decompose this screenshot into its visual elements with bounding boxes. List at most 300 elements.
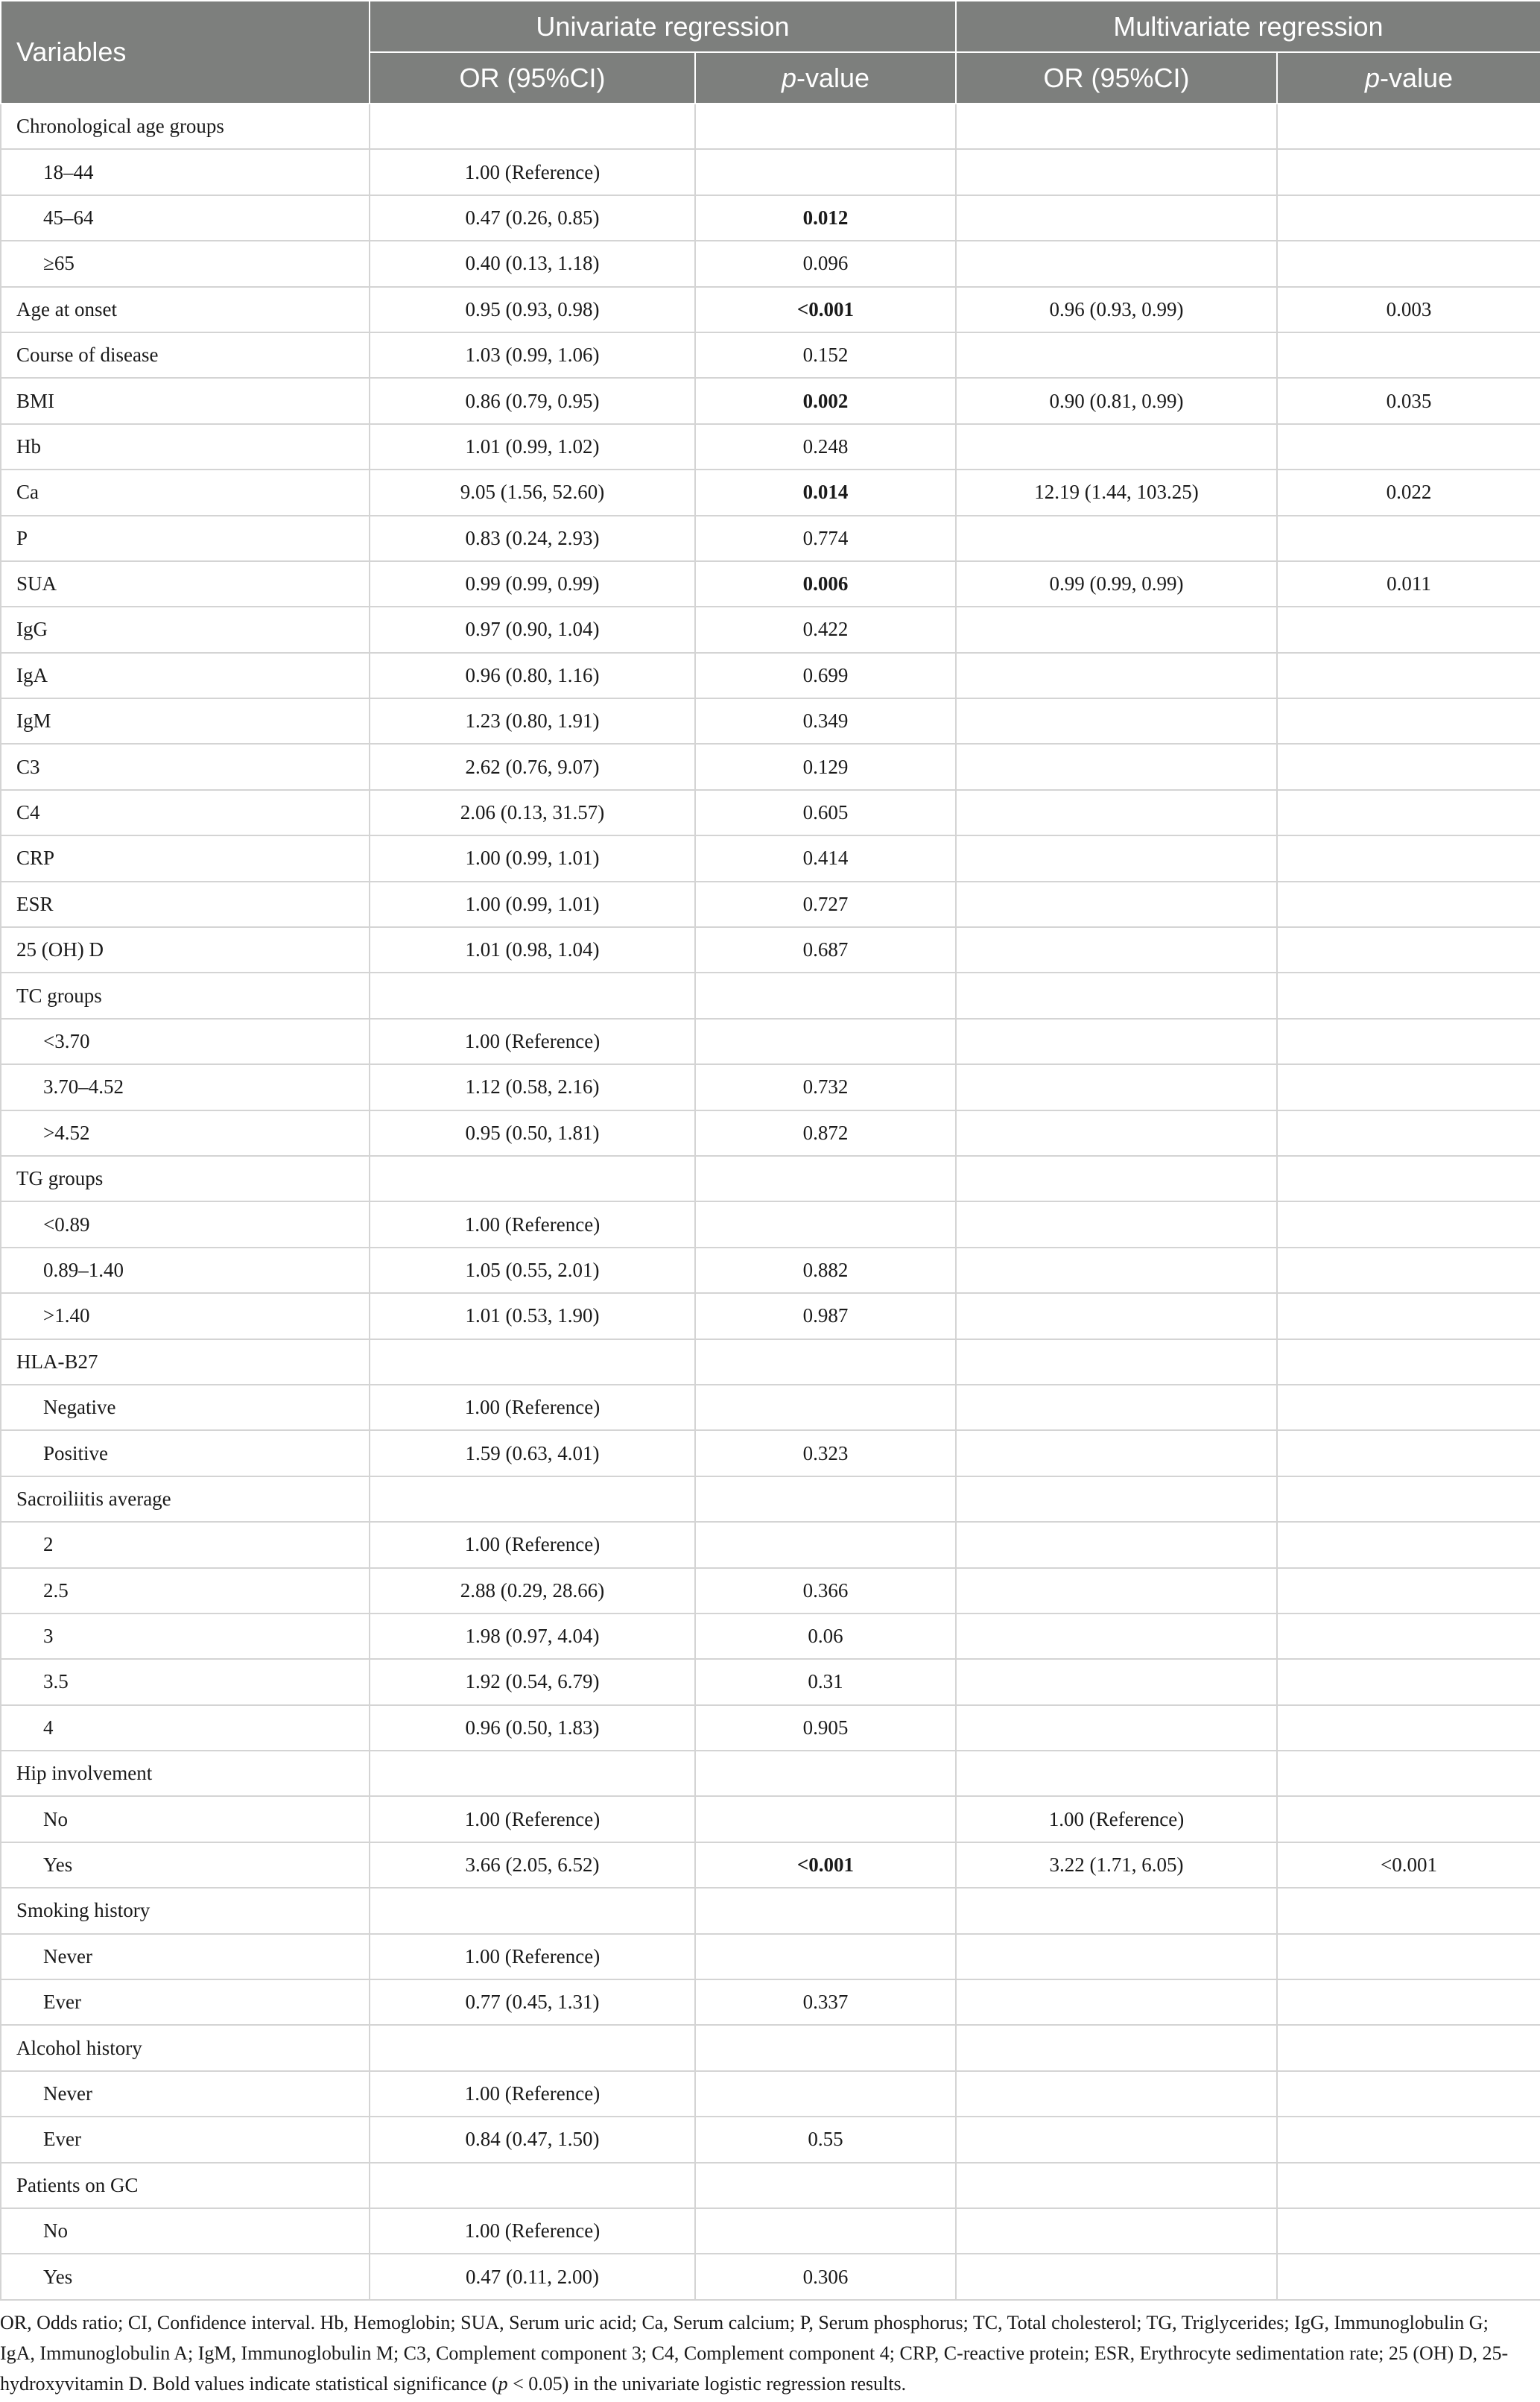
cell-multi-p xyxy=(1277,1156,1540,1201)
cell-uni-p: 0.687 xyxy=(695,927,956,973)
cell-multi-or xyxy=(956,241,1277,286)
cell-uni-or: 0.96 (0.80, 1.16) xyxy=(370,653,695,698)
cell-uni-p: 0.31 xyxy=(695,1659,956,1704)
cell-uni-p: 0.55 xyxy=(695,2117,956,2162)
cell-multi-or xyxy=(956,1705,1277,1751)
cell-variable: CRP xyxy=(1,835,370,881)
cell-uni-or: 1.12 (0.58, 2.16) xyxy=(370,1064,695,1110)
cell-variable: Alcohol history xyxy=(1,2025,370,2070)
cell-multi-or: 3.22 (1.71, 6.05) xyxy=(956,1842,1277,1888)
cell-multi-or xyxy=(956,2025,1277,2070)
table-row xyxy=(1,378,1540,423)
cell-uni-p: 0.366 xyxy=(695,1568,956,1614)
header-uni-or: OR (95%CI) xyxy=(370,52,695,104)
cell-variable: TC groups xyxy=(1,973,370,1018)
cell-uni-or: 1.00 (Reference) xyxy=(370,1201,695,1247)
cell-variable: <0.89 xyxy=(1,1201,370,1247)
cell-variable: BMI xyxy=(1,378,370,423)
cell-uni-p: 0.306 xyxy=(695,2254,956,2299)
cell-multi-p xyxy=(1277,1110,1540,1156)
cell-uni-or: 1.00 (Reference) xyxy=(370,1522,695,1567)
cell-variable: 45–64 xyxy=(1,195,370,241)
cell-multi-p xyxy=(1277,2117,1540,2162)
cell-multi-or xyxy=(956,2208,1277,2254)
cell-multi-or xyxy=(956,2254,1277,2299)
cell-uni-or: 1.00 (0.99, 1.01) xyxy=(370,882,695,927)
cell-variable: IgG xyxy=(1,607,370,652)
cell-multi-or xyxy=(956,1522,1277,1567)
cell-uni-p xyxy=(695,1201,956,1247)
cell-multi-or: 1.00 (Reference) xyxy=(956,1796,1277,1842)
cell-uni-or: 1.92 (0.54, 6.79) xyxy=(370,1659,695,1704)
cell-multi-or: 0.99 (0.99, 0.99) xyxy=(956,561,1277,607)
cell-multi-p xyxy=(1277,195,1540,241)
cell-uni-p xyxy=(695,1339,956,1385)
cell-uni-p xyxy=(695,1796,956,1842)
cell-variable: IgM xyxy=(1,698,370,744)
table-row xyxy=(1,1934,1540,1979)
cell-multi-p xyxy=(1277,1430,1540,1476)
cell-multi-p xyxy=(1277,332,1540,378)
cell-variable: 3 xyxy=(1,1614,370,1659)
cell-multi-or xyxy=(956,1979,1277,2025)
cell-multi-or xyxy=(956,1201,1277,1247)
cell-multi-p xyxy=(1277,1385,1540,1430)
cell-uni-or: 0.97 (0.90, 1.04) xyxy=(370,607,695,652)
cell-uni-or: 1.00 (Reference) xyxy=(370,1385,695,1430)
cell-multi-p xyxy=(1277,1522,1540,1567)
cell-multi-p xyxy=(1277,927,1540,973)
cell-uni-p: 0.129 xyxy=(695,744,956,789)
table-row xyxy=(1,1614,1540,1659)
cell-uni-p: 0.882 xyxy=(695,1248,956,1293)
cell-variable: Patients on GC xyxy=(1,2163,370,2208)
cell-multi-or xyxy=(956,2163,1277,2208)
cell-uni-p: 0.06 xyxy=(695,1614,956,1659)
cell-variable: 18–44 xyxy=(1,149,370,195)
cell-multi-or xyxy=(956,1019,1277,1064)
table-row xyxy=(1,1659,1540,1704)
table-footnote xyxy=(0,2307,1527,2399)
table-row xyxy=(1,2163,1540,2208)
cell-uni-or: 0.96 (0.50, 1.83) xyxy=(370,1705,695,1751)
cell-multi-or xyxy=(956,1430,1277,1476)
cell-uni-p xyxy=(695,149,956,195)
table-row xyxy=(1,1019,1540,1064)
table-row xyxy=(1,698,1540,744)
table-row xyxy=(1,1796,1540,1842)
table-row xyxy=(1,1064,1540,1110)
cell-uni-p: 0.414 xyxy=(695,835,956,881)
cell-multi-or xyxy=(956,1385,1277,1430)
header-uni-p-italic: p xyxy=(781,62,796,93)
cell-variable: >1.40 xyxy=(1,1293,370,1339)
cell-multi-p xyxy=(1277,790,1540,835)
cell-multi-or xyxy=(956,1156,1277,1201)
cell-uni-or: 1.00 (Reference) xyxy=(370,2071,695,2117)
cell-multi-p xyxy=(1277,1796,1540,1842)
cell-variable: 2 xyxy=(1,1522,370,1567)
cell-multi-p: 0.022 xyxy=(1277,470,1540,515)
cell-variable: Age at onset xyxy=(1,287,370,332)
cell-uni-or: 1.59 (0.63, 4.01) xyxy=(370,1430,695,1476)
cell-multi-p xyxy=(1277,241,1540,286)
cell-multi-or xyxy=(956,1751,1277,1796)
cell-multi-or xyxy=(956,1659,1277,1704)
cell-uni-p: <0.001 xyxy=(695,287,956,332)
cell-uni-or: 1.00 (0.99, 1.01) xyxy=(370,835,695,881)
table-row xyxy=(1,1385,1540,1430)
cell-multi-or xyxy=(956,973,1277,1018)
cell-uni-p: 0.337 xyxy=(695,1979,956,2025)
cell-multi-or xyxy=(956,1476,1277,1522)
cell-variable: Hip involvement xyxy=(1,1751,370,1796)
cell-multi-or xyxy=(956,927,1277,973)
cell-multi-p xyxy=(1277,1476,1540,1522)
table-row xyxy=(1,1293,1540,1339)
cell-uni-p xyxy=(695,1934,956,1979)
cell-multi-or xyxy=(956,1110,1277,1156)
table-row xyxy=(1,195,1540,241)
table-row xyxy=(1,1842,1540,1888)
table-row xyxy=(1,973,1540,1018)
table-row xyxy=(1,149,1540,195)
cell-variable: 4 xyxy=(1,1705,370,1751)
header-multivariate: Multivariate regression xyxy=(956,1,1540,52)
table-row xyxy=(1,835,1540,881)
header-variables: Variables xyxy=(1,1,370,104)
cell-multi-p xyxy=(1277,1064,1540,1110)
cell-multi-or: 0.96 (0.93, 0.99) xyxy=(956,287,1277,332)
table-row xyxy=(1,2208,1540,2254)
cell-multi-p xyxy=(1277,1339,1540,1385)
cell-uni-or xyxy=(370,2025,695,2070)
footnote-p-italic: p xyxy=(498,2373,508,2395)
cell-multi-or xyxy=(956,835,1277,881)
cell-multi-or xyxy=(956,1293,1277,1339)
cell-uni-or: 1.05 (0.55, 2.01) xyxy=(370,1248,695,1293)
cell-multi-or xyxy=(956,1248,1277,1293)
cell-multi-or xyxy=(956,744,1277,789)
cell-uni-or xyxy=(370,1751,695,1796)
cell-uni-p: 0.987 xyxy=(695,1293,956,1339)
cell-uni-or: 1.23 (0.80, 1.91) xyxy=(370,698,695,744)
cell-multi-p: 0.011 xyxy=(1277,561,1540,607)
cell-uni-or: 0.95 (0.93, 0.98) xyxy=(370,287,695,332)
table-row xyxy=(1,332,1540,378)
cell-variable: 25 (OH) D xyxy=(1,927,370,973)
cell-uni-or: 9.05 (1.56, 52.60) xyxy=(370,470,695,515)
cell-multi-p xyxy=(1277,516,1540,561)
cell-variable: 2.5 xyxy=(1,1568,370,1614)
cell-uni-p: 0.248 xyxy=(695,424,956,470)
cell-uni-p xyxy=(695,1156,956,1201)
cell-uni-p: 0.006 xyxy=(695,561,956,607)
cell-uni-or: 0.99 (0.99, 0.99) xyxy=(370,561,695,607)
table-row xyxy=(1,561,1540,607)
cell-multi-p xyxy=(1277,835,1540,881)
cell-multi-or xyxy=(956,1888,1277,1933)
cell-uni-or: 0.95 (0.50, 1.81) xyxy=(370,1110,695,1156)
cell-multi-p xyxy=(1277,1293,1540,1339)
cell-variable: C3 xyxy=(1,744,370,789)
cell-multi-p: 0.035 xyxy=(1277,378,1540,423)
header-multi-p-italic: p xyxy=(1364,62,1380,93)
cell-uni-or: 0.77 (0.45, 1.31) xyxy=(370,1979,695,2025)
cell-uni-or: 2.06 (0.13, 31.57) xyxy=(370,790,695,835)
footnote-text-after: < 0.05) in the univariate logistic regression results. xyxy=(507,2373,907,2395)
cell-uni-or: 2.88 (0.29, 28.66) xyxy=(370,1568,695,1614)
footnote-text-before: OR, Odds ratio; CI, Confidence interval. Hb, Hemoglobin; SUA, Serum uric acid; Ca, Serum calcium; P, Serum phosphorus; TC, Total cholesterol; TG, Triglycerides; IgG, Immunoglobulin G; IgA, Immunoglobulin A; IgM, Immunoglobulin M; C3, Complement component 3; C4, Complement component 4; CRP, C-reactive protein; ESR, Erythrocyte sedimentation rate; 25 (OH) D, 25-hydroxyvitamin D. Bold values indicate statistical significance ( xyxy=(0,2312,1509,2395)
cell-multi-or xyxy=(956,149,1277,195)
header-uni-p-suffix: -value xyxy=(796,62,870,93)
cell-multi-or xyxy=(956,2071,1277,2117)
table-row xyxy=(1,516,1540,561)
cell-multi-p xyxy=(1277,1659,1540,1704)
cell-multi-p xyxy=(1277,653,1540,698)
cell-uni-p xyxy=(695,2071,956,2117)
cell-uni-p: 0.096 xyxy=(695,241,956,286)
cell-multi-or xyxy=(956,1339,1277,1385)
cell-multi-p xyxy=(1277,1201,1540,1247)
cell-uni-p xyxy=(695,1476,956,1522)
cell-multi-or: 0.90 (0.81, 0.99) xyxy=(956,378,1277,423)
cell-variable: 3.70–4.52 xyxy=(1,1064,370,1110)
cell-variable: 3.5 xyxy=(1,1659,370,1704)
table-row xyxy=(1,1705,1540,1751)
cell-uni-or: 0.84 (0.47, 1.50) xyxy=(370,2117,695,2162)
cell-uni-or: 1.01 (0.99, 1.02) xyxy=(370,424,695,470)
cell-uni-p: 0.872 xyxy=(695,1110,956,1156)
cell-uni-or: 1.01 (0.98, 1.04) xyxy=(370,927,695,973)
cell-uni-or xyxy=(370,1339,695,1385)
table-row xyxy=(1,882,1540,927)
cell-multi-p: 0.003 xyxy=(1277,287,1540,332)
table-row xyxy=(1,1248,1540,1293)
cell-uni-or: 1.00 (Reference) xyxy=(370,1934,695,1979)
table-row xyxy=(1,1568,1540,1614)
header-multi-p-suffix: -value xyxy=(1379,62,1454,93)
cell-variable: Negative xyxy=(1,1385,370,1430)
cell-uni-p: 0.002 xyxy=(695,378,956,423)
cell-uni-or: 1.00 (Reference) xyxy=(370,2208,695,2254)
cell-multi-p xyxy=(1277,1888,1540,1933)
cell-uni-p xyxy=(695,104,956,149)
cell-uni-or: 0.47 (0.11, 2.00) xyxy=(370,2254,695,2299)
cell-multi-p xyxy=(1277,149,1540,195)
cell-variable: ESR xyxy=(1,882,370,927)
cell-multi-or xyxy=(956,653,1277,698)
header-multi-or: OR (95%CI) xyxy=(956,52,1277,104)
header-uni-p xyxy=(695,52,956,104)
cell-uni-or: 0.83 (0.24, 2.93) xyxy=(370,516,695,561)
cell-variable: SUA xyxy=(1,561,370,607)
cell-variable: Yes xyxy=(1,1842,370,1888)
cell-uni-or xyxy=(370,1156,695,1201)
cell-uni-or: 0.86 (0.79, 0.95) xyxy=(370,378,695,423)
cell-variable: Ca xyxy=(1,470,370,515)
table-row xyxy=(1,2117,1540,2162)
cell-variable: ≥65 xyxy=(1,241,370,286)
cell-uni-p xyxy=(695,973,956,1018)
cell-variable: No xyxy=(1,1796,370,1842)
cell-variable: Course of disease xyxy=(1,332,370,378)
cell-multi-or: 12.19 (1.44, 103.25) xyxy=(956,470,1277,515)
cell-multi-or xyxy=(956,516,1277,561)
cell-multi-or xyxy=(956,332,1277,378)
cell-uni-or xyxy=(370,2163,695,2208)
cell-multi-or xyxy=(956,1568,1277,1614)
cell-multi-p xyxy=(1277,104,1540,149)
table-row xyxy=(1,653,1540,698)
table-header xyxy=(1,1,1540,104)
cell-variable: Smoking history xyxy=(1,1888,370,1933)
cell-multi-or xyxy=(956,607,1277,652)
cell-uni-or: 1.00 (Reference) xyxy=(370,1796,695,1842)
table-row xyxy=(1,2254,1540,2299)
cell-multi-or xyxy=(956,1934,1277,1979)
cell-multi-p xyxy=(1277,424,1540,470)
cell-uni-or xyxy=(370,1888,695,1933)
cell-multi-or xyxy=(956,104,1277,149)
cell-uni-p: 0.905 xyxy=(695,1705,956,1751)
cell-uni-p xyxy=(695,1751,956,1796)
table-row xyxy=(1,1110,1540,1156)
table-row xyxy=(1,241,1540,286)
cell-variable: Chronological age groups xyxy=(1,104,370,149)
cell-uni-p: 0.774 xyxy=(695,516,956,561)
header-univariate: Univariate regression xyxy=(370,1,956,52)
cell-multi-p xyxy=(1277,1979,1540,2025)
cell-uni-p: 0.323 xyxy=(695,1430,956,1476)
cell-multi-p xyxy=(1277,607,1540,652)
cell-uni-or: 3.66 (2.05, 6.52) xyxy=(370,1842,695,1888)
cell-multi-p xyxy=(1277,1614,1540,1659)
cell-multi-or xyxy=(956,790,1277,835)
cell-uni-or xyxy=(370,1476,695,1522)
table-row xyxy=(1,790,1540,835)
table-row xyxy=(1,424,1540,470)
cell-variable: Never xyxy=(1,2071,370,2117)
cell-multi-or xyxy=(956,195,1277,241)
cell-variable: C4 xyxy=(1,790,370,835)
cell-uni-p: 0.732 xyxy=(695,1064,956,1110)
cell-multi-p xyxy=(1277,882,1540,927)
table-row xyxy=(1,104,1540,149)
cell-uni-p: 0.727 xyxy=(695,882,956,927)
table-row xyxy=(1,287,1540,332)
table-body xyxy=(1,104,1540,2300)
cell-uni-p xyxy=(695,1522,956,1567)
cell-variable: Yes xyxy=(1,2254,370,2299)
table-row xyxy=(1,927,1540,973)
cell-uni-or: 1.98 (0.97, 4.04) xyxy=(370,1614,695,1659)
cell-uni-p: 0.349 xyxy=(695,698,956,744)
cell-multi-p xyxy=(1277,744,1540,789)
cell-uni-p: 0.605 xyxy=(695,790,956,835)
cell-variable: 0.89–1.40 xyxy=(1,1248,370,1293)
cell-multi-p xyxy=(1277,1751,1540,1796)
cell-multi-p xyxy=(1277,2208,1540,2254)
cell-multi-or xyxy=(956,698,1277,744)
table-row xyxy=(1,1522,1540,1567)
cell-variable: >4.52 xyxy=(1,1110,370,1156)
cell-uni-or: 1.03 (0.99, 1.06) xyxy=(370,332,695,378)
cell-uni-p: 0.014 xyxy=(695,470,956,515)
cell-uni-p xyxy=(695,2163,956,2208)
table-row xyxy=(1,470,1540,515)
cell-variable: P xyxy=(1,516,370,561)
cell-multi-p xyxy=(1277,1019,1540,1064)
cell-uni-or: 2.62 (0.76, 9.07) xyxy=(370,744,695,789)
table-row xyxy=(1,1751,1540,1796)
table-row xyxy=(1,1201,1540,1247)
table-row xyxy=(1,1476,1540,1522)
cell-uni-p: 0.012 xyxy=(695,195,956,241)
table-row xyxy=(1,1979,1540,2025)
table-row xyxy=(1,1339,1540,1385)
table-row xyxy=(1,607,1540,652)
table-row xyxy=(1,744,1540,789)
cell-multi-p xyxy=(1277,1934,1540,1979)
cell-multi-or xyxy=(956,1064,1277,1110)
cell-multi-p: <0.001 xyxy=(1277,1842,1540,1888)
table-row xyxy=(1,1888,1540,1933)
header-multi-p xyxy=(1277,52,1540,104)
cell-multi-p xyxy=(1277,2254,1540,2299)
cell-multi-p xyxy=(1277,2025,1540,2070)
cell-variable: IgA xyxy=(1,653,370,698)
cell-variable: Sacroiliitis average xyxy=(1,1476,370,1522)
cell-variable: Hb xyxy=(1,424,370,470)
cell-variable: Ever xyxy=(1,2117,370,2162)
table-row xyxy=(1,1430,1540,1476)
cell-multi-p xyxy=(1277,698,1540,744)
cell-multi-p xyxy=(1277,973,1540,1018)
cell-uni-or: 1.00 (Reference) xyxy=(370,1019,695,1064)
cell-variable: No xyxy=(1,2208,370,2254)
cell-variable: Ever xyxy=(1,1979,370,2025)
cell-multi-p xyxy=(1277,2071,1540,2117)
cell-uni-p: <0.001 xyxy=(695,1842,956,1888)
cell-variable: TG groups xyxy=(1,1156,370,1201)
cell-uni-or: 1.00 (Reference) xyxy=(370,149,695,195)
cell-uni-p: 0.152 xyxy=(695,332,956,378)
cell-uni-p xyxy=(695,1019,956,1064)
cell-multi-p xyxy=(1277,1248,1540,1293)
cell-uni-p xyxy=(695,1385,956,1430)
table-row xyxy=(1,2025,1540,2070)
cell-uni-p xyxy=(695,2025,956,2070)
cell-multi-or xyxy=(956,2117,1277,2162)
cell-multi-p xyxy=(1277,1568,1540,1614)
cell-uni-p: 0.699 xyxy=(695,653,956,698)
cell-uni-or xyxy=(370,104,695,149)
cell-variable: Positive xyxy=(1,1430,370,1476)
cell-multi-or xyxy=(956,1614,1277,1659)
cell-uni-or: 1.01 (0.53, 1.90) xyxy=(370,1293,695,1339)
cell-multi-p xyxy=(1277,1705,1540,1751)
table-row xyxy=(1,2071,1540,2117)
cell-uni-p: 0.422 xyxy=(695,607,956,652)
cell-variable: HLA-B27 xyxy=(1,1339,370,1385)
cell-uni-or: 0.47 (0.26, 0.85) xyxy=(370,195,695,241)
cell-multi-p xyxy=(1277,2163,1540,2208)
cell-variable: <3.70 xyxy=(1,1019,370,1064)
cell-uni-p xyxy=(695,2208,956,2254)
cell-variable: Never xyxy=(1,1934,370,1979)
cell-uni-p xyxy=(695,1888,956,1933)
